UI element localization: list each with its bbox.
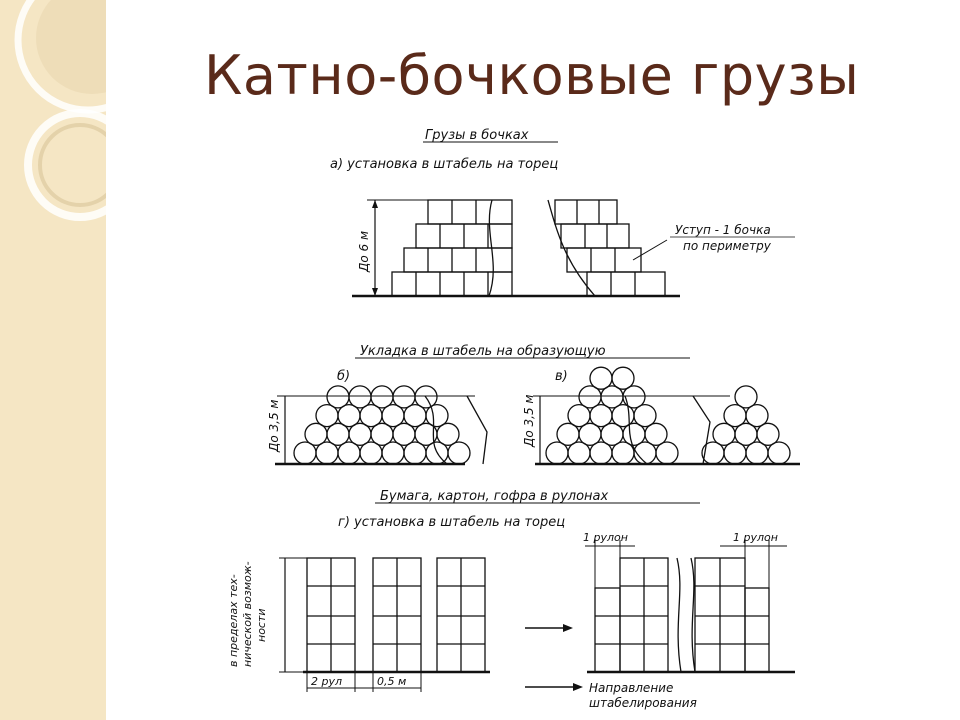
barrel bbox=[590, 367, 612, 389]
part-b-label: б) bbox=[337, 369, 351, 384]
height-label-v: До 3,5 м bbox=[522, 394, 536, 447]
height-label-b: До 3,5 м bbox=[267, 399, 281, 452]
barrel-pyramid-b bbox=[294, 386, 470, 464]
decorative-side-band bbox=[0, 0, 106, 720]
barrel-stack-left bbox=[392, 200, 512, 296]
height-note-line3: ности bbox=[255, 608, 268, 642]
break-line-g-left bbox=[677, 558, 681, 672]
barrel bbox=[349, 386, 371, 408]
height-note-line1: в пределах тех- bbox=[227, 574, 240, 667]
barrel-stack-right bbox=[555, 200, 665, 296]
roll-label-right: 1 рулон bbox=[733, 531, 778, 544]
barrel-pyramid-v bbox=[546, 367, 790, 464]
decorative-rings bbox=[0, 0, 106, 720]
height-label-a: До 6 м bbox=[357, 230, 371, 272]
part-g-caption: г) установка в штабель на торец bbox=[338, 515, 566, 530]
section-stack-caption: Укладка в штабель на образующую bbox=[360, 344, 606, 359]
part-a-caption: а) установка в штабель на торец bbox=[330, 157, 559, 172]
direction-arrow-head bbox=[573, 683, 583, 691]
roll-stacks-right bbox=[595, 558, 769, 672]
arrow-up bbox=[372, 200, 378, 208]
part-v-label: в) bbox=[555, 369, 568, 384]
barrel bbox=[327, 386, 349, 408]
height-note-g bbox=[227, 561, 268, 667]
note-step-line1: Уступ - 1 бочка bbox=[675, 223, 771, 237]
direction-label-line1: Направление bbox=[589, 681, 674, 695]
barrel bbox=[735, 386, 757, 408]
gap-label-2-rolls: 2 рул bbox=[311, 675, 343, 688]
cargo-stacking-diagram bbox=[215, 122, 815, 717]
section-rolls-caption: Бумага, картон, гофра в рулонах bbox=[380, 489, 609, 504]
height-note-line2: нической возмож- bbox=[241, 561, 254, 667]
section-barrels-caption: Грузы в бочках bbox=[425, 128, 529, 143]
roll-label-left: 1 рулон bbox=[583, 531, 628, 544]
note-step-line2: по периметру bbox=[683, 239, 771, 253]
barrel bbox=[612, 367, 634, 389]
gap-label-05m: 0,5 м bbox=[377, 675, 407, 688]
barrel bbox=[393, 386, 415, 408]
direction-label-line2: штабелирования bbox=[589, 696, 697, 710]
slide-title: Катно-бочковые грузы bbox=[204, 44, 860, 107]
barrel bbox=[371, 386, 393, 408]
arrow-head bbox=[563, 624, 573, 632]
roll-stacks-left bbox=[307, 558, 485, 672]
note-leader bbox=[633, 240, 667, 260]
